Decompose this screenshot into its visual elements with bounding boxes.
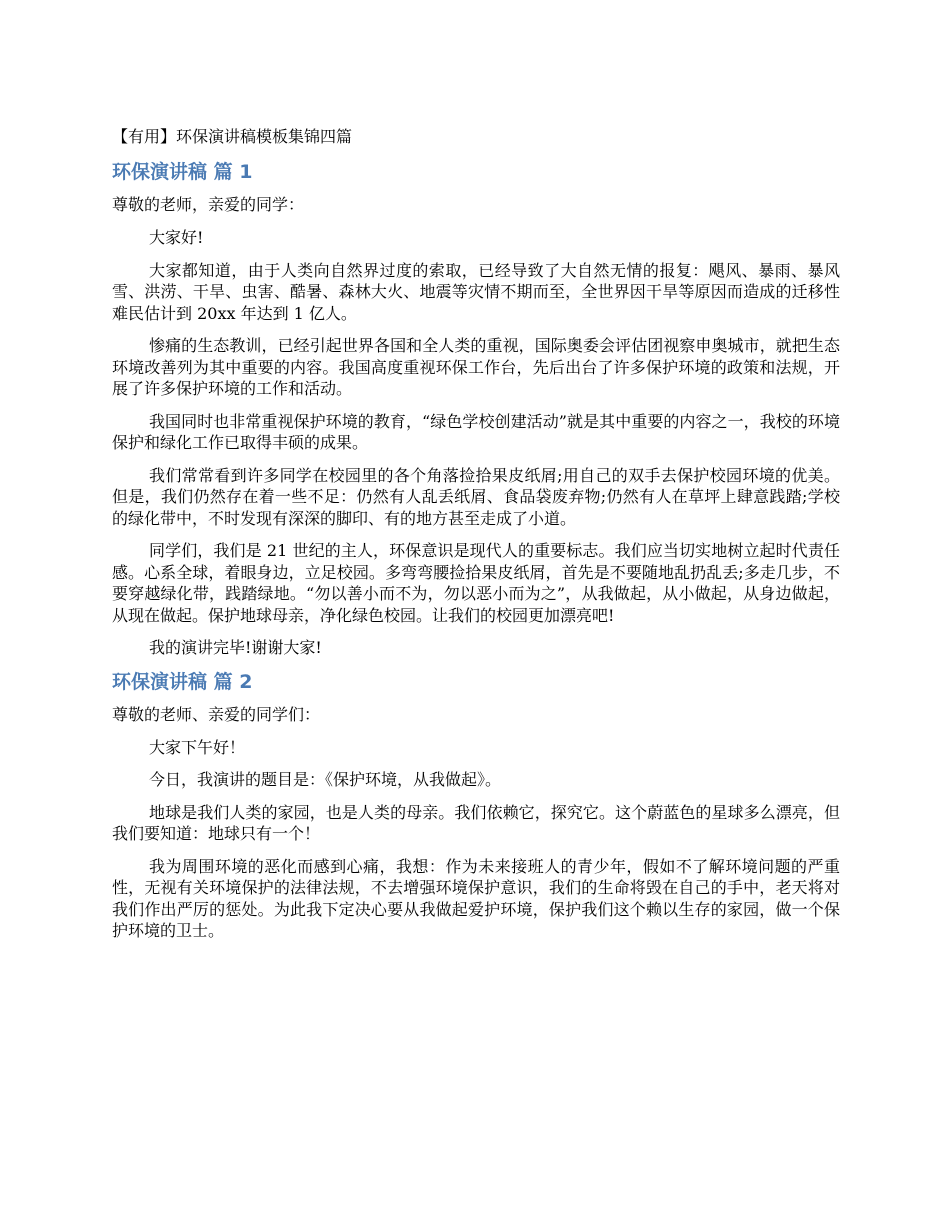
section-2	[112, 670, 840, 942]
salutation-1: 尊敬的老师，亲爱的同学：	[112, 195, 305, 214]
document-page	[112, 126, 840, 953]
paragraph: 我为周围环境的恶化而感到心痛，我想：作为未来接班人的青少年，假如不了解环境问题的严重性，无视有关环境保护的法律法规，不去增强环境保护意识，我们的生命将毁在自己的手中，老天将对我们作出严厉的惩处。为此我下定决心要从我做起爱护环境，保护我们这个赖以生存的家园，做一个保护环境的卫士。	[112, 856, 840, 940]
section-heading-2: 环保演讲稿 篇 2	[112, 670, 253, 693]
paragraph: 我们常常看到许多同学在校园里的各个角落捡拾果皮纸屑;用自己的双手去保护校园环境的优美。但是，我们仍然存在着一些不足：仍然有人乱丢纸屑、食品袋废弃物;仍然有人在草坪上肆意践踏;学校的绿化带中，不时发现有深深的脚印、有的地方甚至走成了小道。	[112, 465, 840, 528]
document-title: 【有用】环保演讲稿模板集锦四篇	[112, 127, 353, 146]
section-1	[112, 160, 840, 659]
paragraph: 地球是我们人类的家园，也是人类的母亲。我们依赖它，探究它。这个蔚蓝色的星球多么漂亮，但我们要知道：地球只有一个！	[112, 802, 840, 843]
paragraph: 大家好!	[149, 228, 204, 247]
paragraph: 我国同时也非常重视保护环境的教育，“绿色学校创建活动”就是其中重要的内容之一，我校的环境保护和绿化工作已取得丰硕的成果。	[112, 411, 840, 452]
paragraph: 今日，我演讲的题目是：《保护环境，从我做起》。	[149, 770, 502, 789]
paragraph: 同学们，我们是 21 世纪的主人，环保意识是现代人的重要标志。我们应当切实地树立起时代责任感。心系全球，着眼身边，立足校园。多弯弯腰捡拾果皮纸屑，首先是不要随地乱扔乱丢;多走几步，不要穿越绿化带，践踏绿地。“勿以善小而不为，勿以恶小而为之”，从我做起，从小做起，从身边做起，从现在做起。保护地球母亲，净化绿色校园。让我们的校园更加漂亮吧!	[112, 541, 840, 625]
salutation-2: 尊敬的老师、亲爱的同学们：	[112, 704, 321, 724]
section-heading-1: 环保演讲稿 篇 1	[112, 161, 253, 183]
paragraph: 我的演讲完毕!谢谢大家!	[149, 638, 322, 657]
paragraph: 大家下午好！	[149, 737, 246, 757]
paragraph: 大家都知道，由于人类向自然界过度的索取，已经导致了大自然无情的报复：飓风、暴雨、暴风雪、洪涝、干旱、虫害、酷暑、森林大火、地震等灾情不期而至，全世界因干旱等原因而造成的迁移性难民估计到 20xx 年达到 1 亿人。	[112, 260, 840, 323]
paragraph: 惨痛的生态教训，已经引起世界各国和全人类的重视，国际奥委会评估团视察申奥城市，就把生态环境改善列为其中重要的内容。我国高度重视环保工作台，先后出台了许多保护环境的政策和法规，开展了许多保护环境的工作和活动。	[112, 336, 840, 398]
